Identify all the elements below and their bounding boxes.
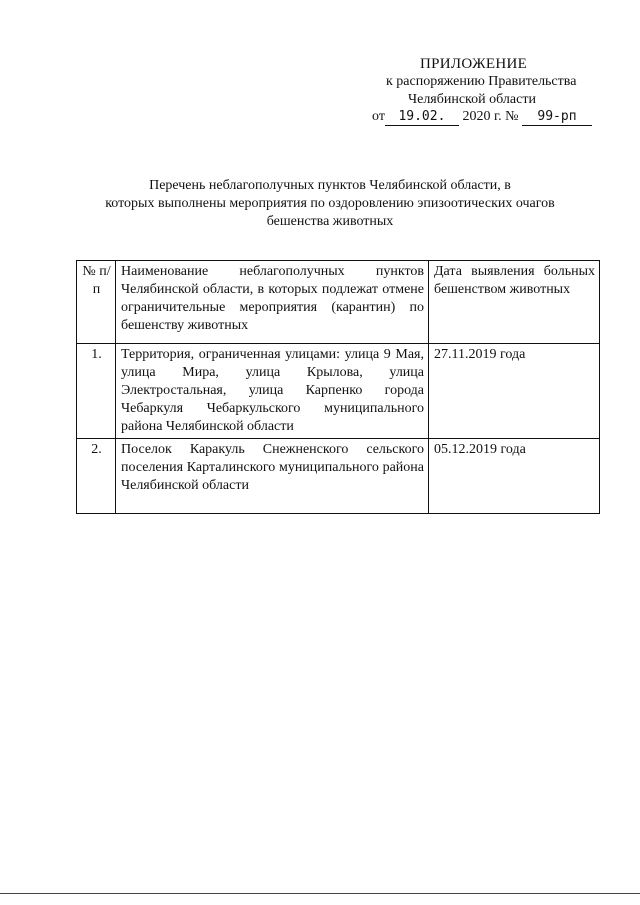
- title-line-2: которых выполнены мероприятия по оздоровлению эпизоотических очагов: [105, 196, 555, 211]
- annex-order-ref: к распоряжению Правительства: [386, 74, 577, 89]
- annex-region: Челябинской области: [408, 92, 536, 107]
- order-number: 99-рп: [522, 109, 592, 126]
- order-year: 2020 г. №: [462, 109, 519, 124]
- table-row: [77, 439, 600, 514]
- locations-table: [76, 260, 600, 514]
- table-header-row: [77, 261, 600, 344]
- row-name: Поселок Каракуль Снежненского сельского поселения Карталинского муниципального района Челябинской области: [116, 439, 429, 514]
- row-num: 1.: [77, 344, 116, 439]
- table-row: [77, 344, 600, 439]
- row-date: 05.12.2019 года: [429, 439, 600, 514]
- order-date: 19.02.: [385, 109, 459, 126]
- header-num: № п/п: [77, 261, 116, 344]
- title-line-3: бешенства животных: [266, 214, 394, 229]
- annex-date-row: [372, 109, 612, 126]
- row-date: 27.11.2019 года: [429, 344, 600, 439]
- page-bottom-rule: [0, 893, 640, 894]
- annex-title: ПРИЛОЖЕНИЕ: [420, 56, 528, 72]
- header-date: Дата выявления больных бешенством животных: [429, 261, 600, 344]
- header-name: Наименование неблагополучных пунктов Челябинской области, в которых подлежат отмене ограничительные мероприятия (карантин) по бешенству животных: [116, 261, 429, 344]
- date-prefix: от: [372, 109, 385, 124]
- title-line-1: Перечень неблагополучных пунктов Челябинской области, в: [149, 178, 511, 193]
- document-title: [80, 177, 580, 231]
- row-num: 2.: [77, 439, 116, 514]
- row-name: Территория, ограниченная улицами: улица 9 Мая, улица Мира, улица Крылова, улица Электростальная, улица Карпенко города Чебаркуля Чебаркульского муниципального района Челябинской области: [116, 344, 429, 439]
